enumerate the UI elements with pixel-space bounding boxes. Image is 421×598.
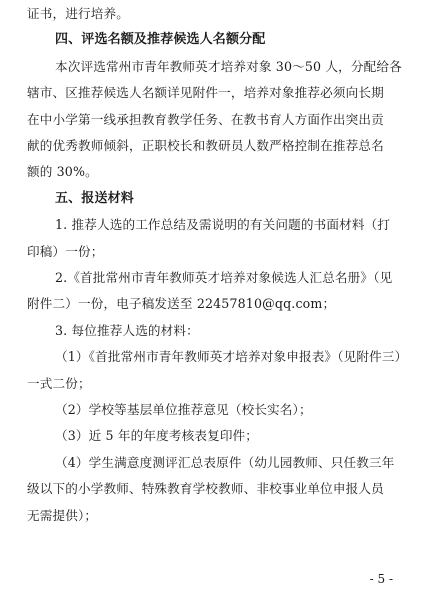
- list-item-line: 附件二）一份，电子稿发送至 22457810@qq.com；: [27, 296, 336, 312]
- section-heading-four: 四、评选名额及推荐候选人名额分配: [55, 32, 266, 48]
- paragraph-line: 额的 30%。: [27, 164, 98, 180]
- paragraph-line: 在中小学第一线承担教育教学任务、在教书育人方面作出突出贡: [27, 111, 384, 127]
- list-item-line: 2.《首批常州市青年教师英才培养对象候选人汇总名册》（见: [55, 270, 393, 285]
- sub-item-line: （4）学生满意度测评汇总表原件（幼儿园教师、只任教三年: [55, 454, 395, 470]
- sub-item-line: 一式二份；: [27, 375, 91, 391]
- page-number: - 5 -: [369, 572, 393, 586]
- paragraph-line: 辖市、区推荐候选人名额详见附件一，培养对象推荐必须向长期: [27, 85, 384, 101]
- list-item-line: 3. 每位推荐人选的材料：: [55, 322, 199, 338]
- paragraph-line: 本次评选常州市青年教师英才培养对象 30～50 人，分配给各: [55, 58, 402, 74]
- section-heading-five: 五、报送材料: [55, 190, 134, 206]
- sub-item-line: 级以下的小学教师、特殊教育学校教师、非校事业单位申报人员: [27, 481, 384, 497]
- sub-item-line: （1）《首批常州市青年教师英才培养对象申报表》（见附件三）: [55, 349, 408, 365]
- sub-item-line: （2）学校等基层单位推荐意见（校长实名）；: [55, 402, 312, 417]
- paragraph-line: 献的优秀教师倾斜，正职校长和教研员人数严格控制在推荐总名: [27, 138, 384, 153]
- list-item-line: 1. 推荐人选的工作总结及需说明的有关问题的书面材料（打: [55, 217, 391, 233]
- sub-item-line: （3）近 5 年的年度考核表复印件；: [55, 428, 259, 444]
- text-line-continuation: 证书，进行培养。: [27, 6, 129, 21]
- sub-item-line: 无需提供）；: [27, 507, 98, 523]
- list-item-line: 印稿）一份；: [27, 243, 104, 259]
